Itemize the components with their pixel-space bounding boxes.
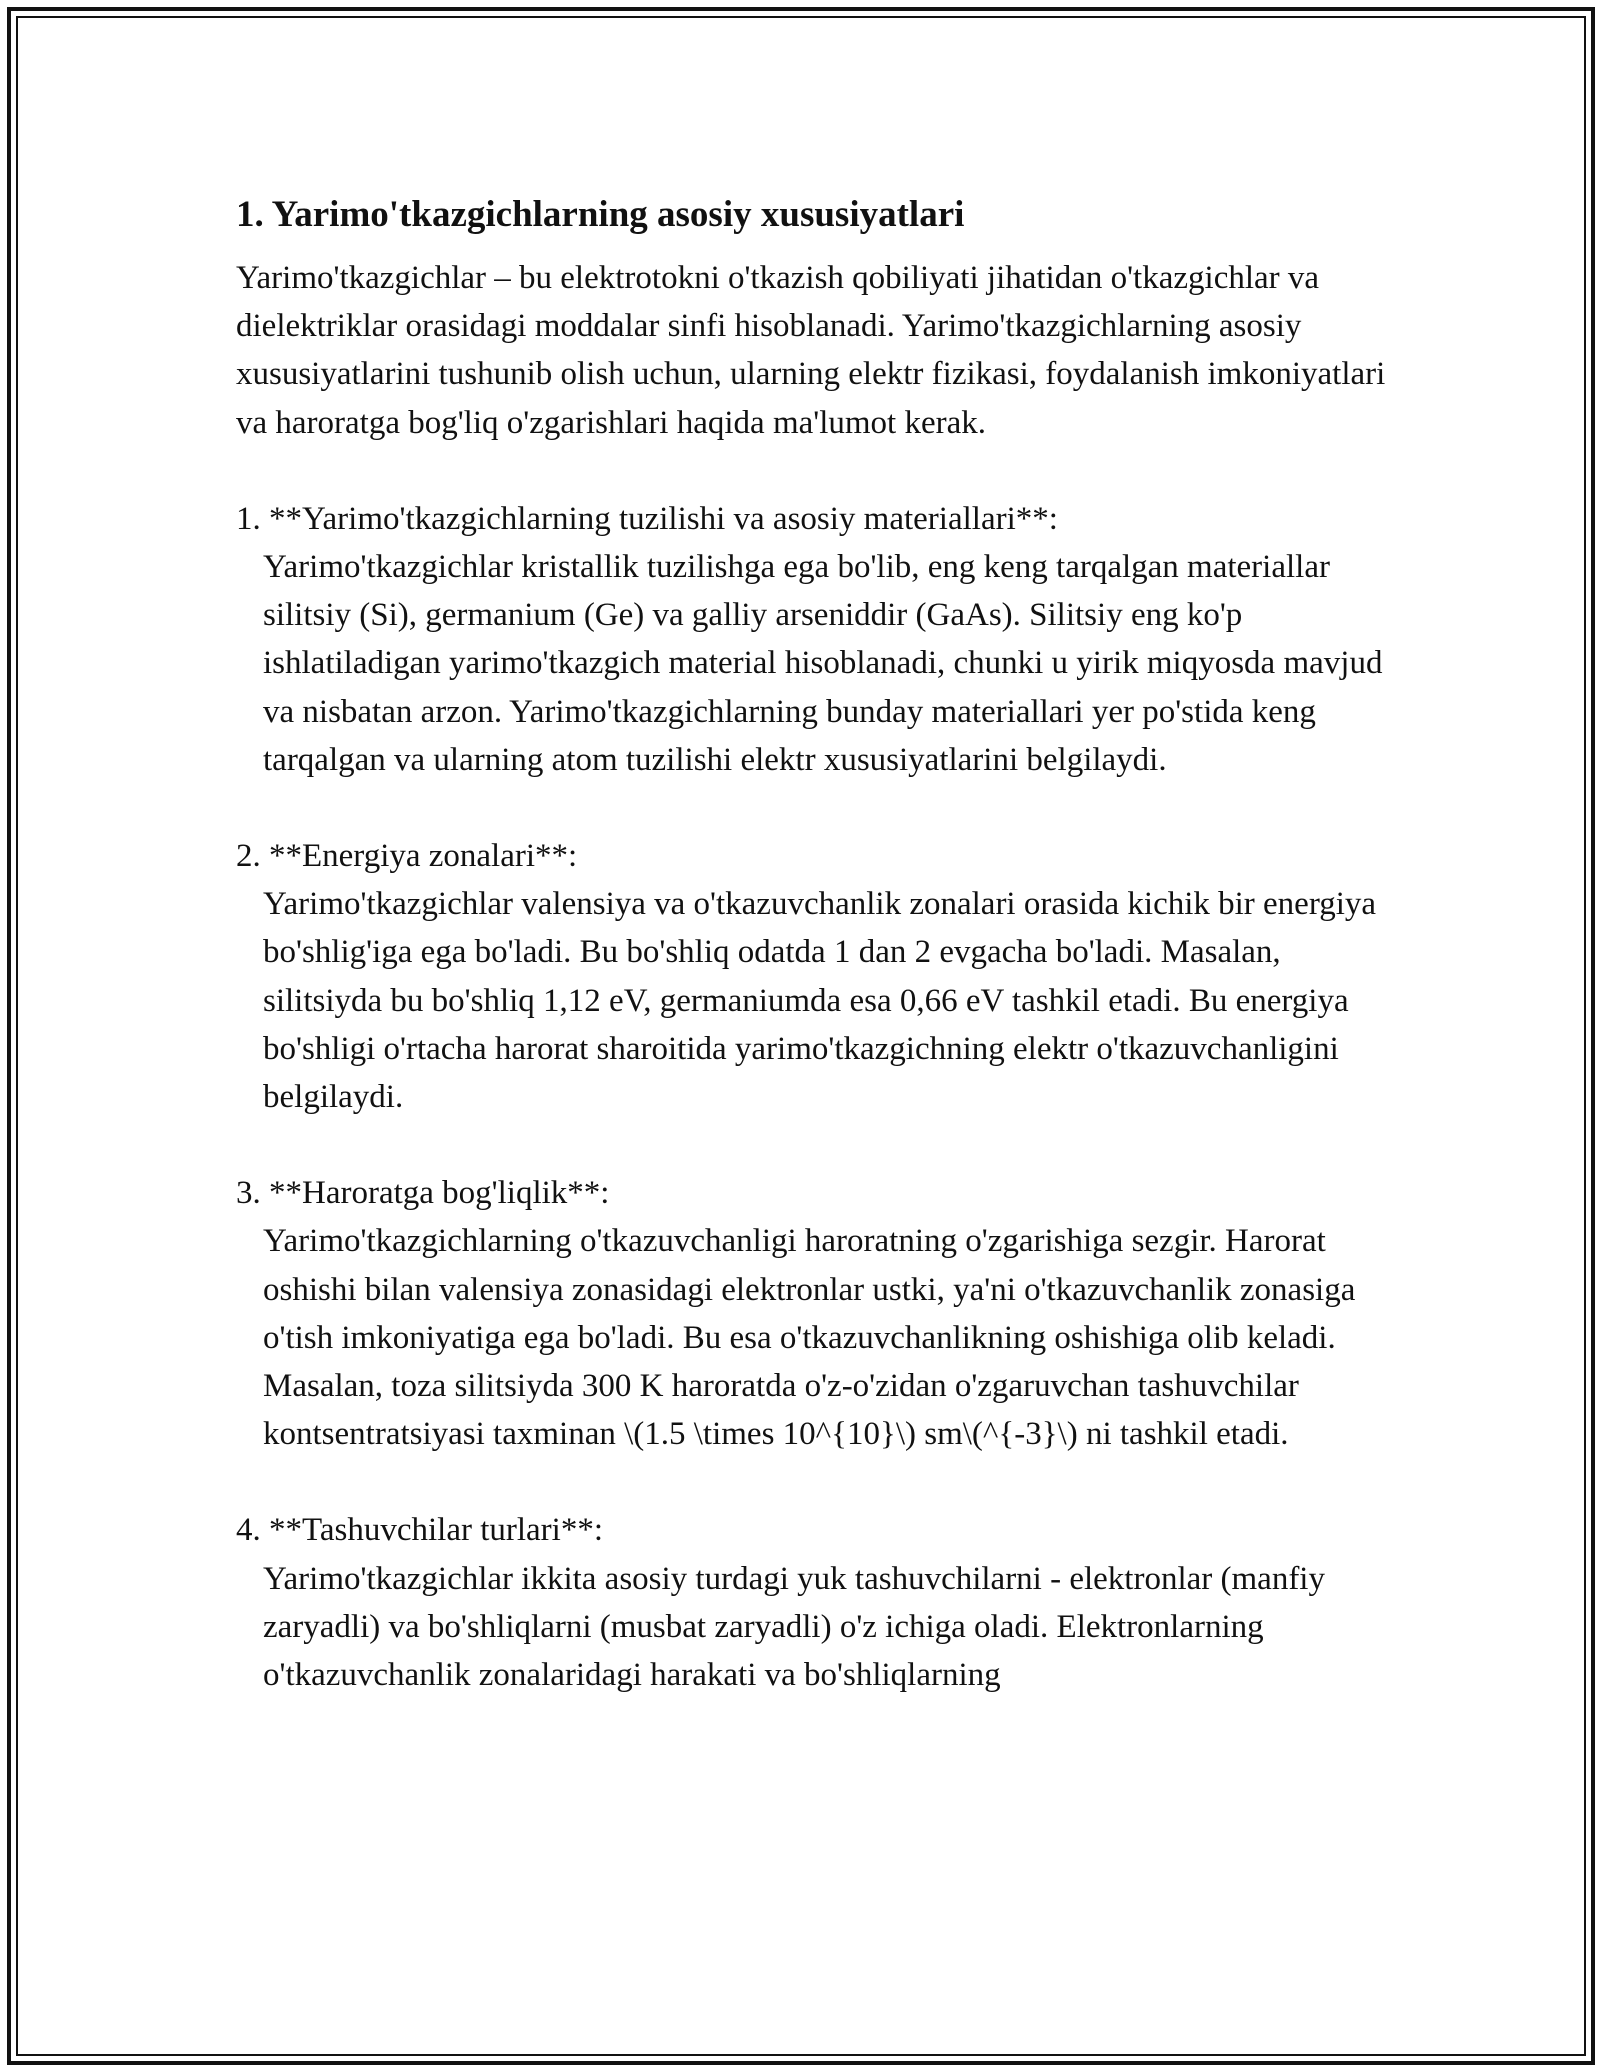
- section-energy-zones: [236, 832, 1386, 1121]
- section-heading: 3. **Haroratga bog'liqlik**:: [236, 1175, 610, 1212]
- section-heading: 2. **Energiya zonalari**:: [236, 838, 578, 875]
- document-body: [236, 188, 1386, 1699]
- section-carrier-types: [236, 1506, 1386, 1699]
- document-title: 1. Yarimo'tkazgichlarning asosiy xususiyatlari: [236, 194, 965, 235]
- intro-paragraph: Yarimo'tkazgichlar – bu elektrotokni o'tkazish qobiliyati jihatidan o'tkazgichlar va dielektriklar orasidagi moddalar sinfi hisoblanadi. Yarimo'tkazgichlarning asosiy xususiyatlarini tushunib olish uchun, ularning elektr fizikasi, foydalanish imkoniyatlari va haroratga bog'liq o'zgarishlari haqida ma'lumot kerak.: [236, 260, 1386, 441]
- section-temperature-dependence: [236, 1169, 1386, 1458]
- section-body: Yarimo'tkazgichlar kristallik tuzilishga ega bo'lib, eng keng tarqalgan materiallar silitsiy (Si), germanium (Ge) va galliy arseniddir (GaAs). Silitsiy eng ko'p ishlatiladigan yarimo'tkazgich material hisoblanadi, chunki u yirik miqyosda mavjud va nisbatan arzon. Yarimo'tkazgichlarning bunday materiallari yer po'stida keng tarqalgan va ularning atom tuzilishi elektr xususiyatlarini belgilaydi.: [263, 549, 1383, 778]
- section-body: Yarimo'tkazgichlar ikkita asosiy turdagi yuk tashuvchilarni - elektronlar (manfiy zaryadli) va bo'shliqlarni (musbat zaryadli) o'z ichiga oladi. Elektronlarning o'tkazuvchanlik zonalaridagi harakati va bo'shliqlarning: [263, 1560, 1325, 1694]
- section-body: Yarimo'tkazgichlarning o'tkazuvchanligi haroratning o'zgarishiga sezgir. Harorat oshishi bilan valensiya zonasidagi elektronlar ustki, ya'ni o'tkazuvchanlik zonasiga o'tish imkoniyatiga ega bo'ladi. Bu esa o'tkazuvchanlikning oshishiga olib keladi. Masalan, toza silitsiyda 300 K haroratda o'z-o'zidan o'zgaruvchan tashuvchilar kontsentratsiyasi taxminan \(1.5 \times 10^{10}\) sm\(^{-3}\) ni tashkil etadi.: [263, 1223, 1356, 1453]
- section-structure-materials: [236, 495, 1386, 784]
- section-heading: 1. **Yarimo'tkazgichlarning tuzilishi va asosiy materiallari**:: [236, 500, 1058, 537]
- section-heading: 4. **Tashuvchilar turlari**:: [236, 1512, 604, 1549]
- section-body: Yarimo'tkazgichlar valensiya va o'tkazuvchanlik zonalari orasida kichik bir energiya bo'shlig'iga ega bo'ladi. Bu bo'shliq odatda 1 dan 2 evgacha bo'ladi. Masalan, silitsiyda bu bo'shliq 1,12 eV, germaniumda esa 0,66 eV tashkil etadi. Bu energiya bo'shligi o'rtacha harorat sharoitida yarimo'tkazgichning elektr o'tkazuvchanligini belgilaydi.: [263, 886, 1377, 1116]
